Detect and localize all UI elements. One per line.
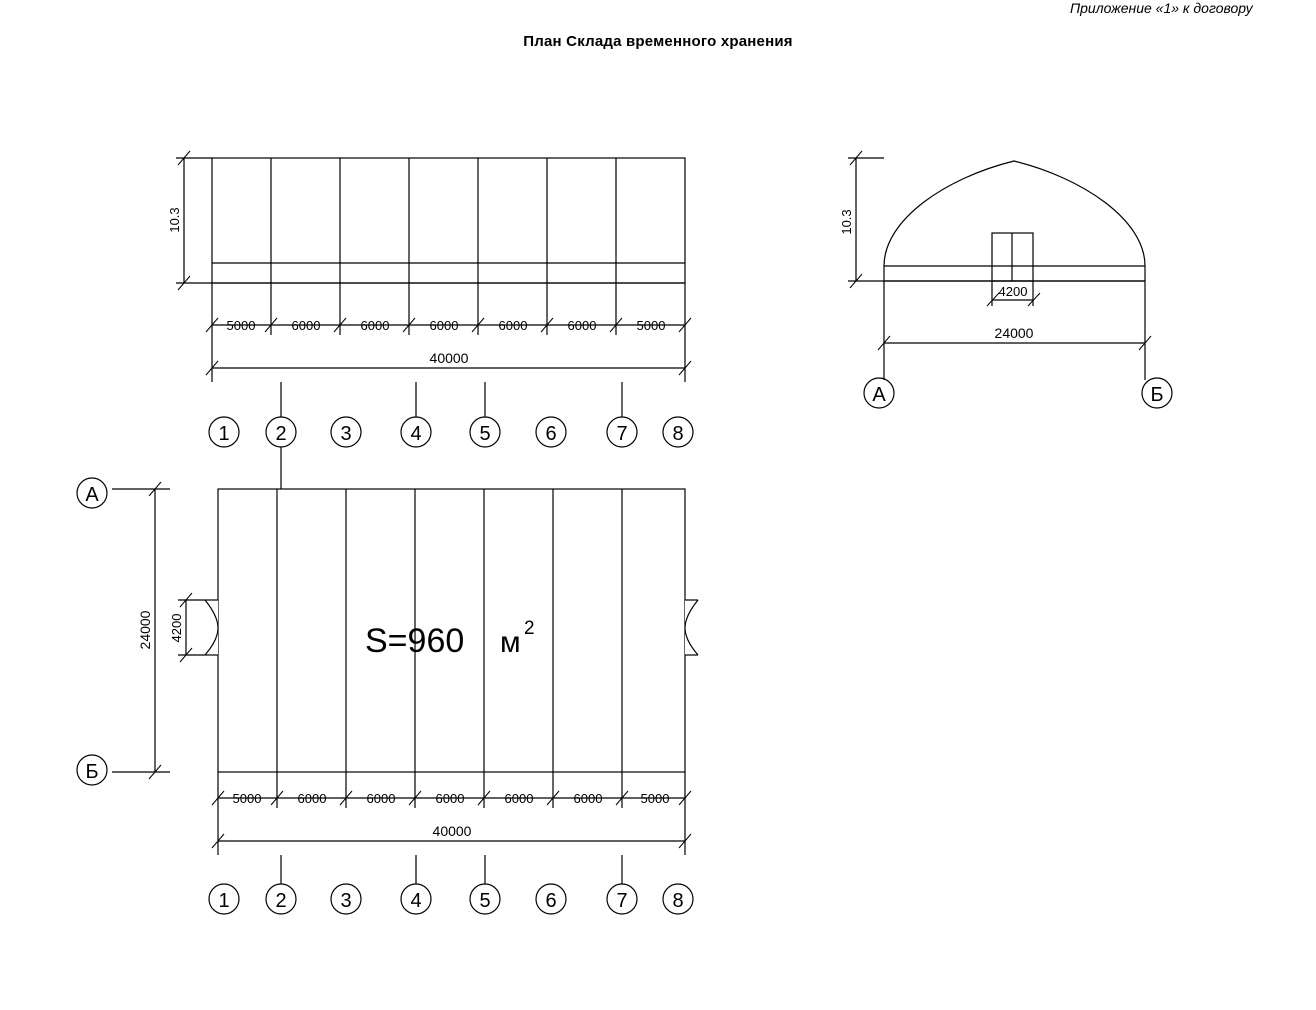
floor-plan-axis-b: Б xyxy=(85,761,99,783)
facade-front-bay-1: 5000 xyxy=(226,318,256,333)
floor-plan-area-label: S=960 xyxy=(365,622,465,660)
facade-side-axis-a: А xyxy=(872,384,886,406)
floor-plan-axis-2: 2 xyxy=(275,890,287,912)
facade-front-axis-6: 6 xyxy=(545,423,557,445)
appendix-note: Приложение «1» к договору xyxy=(1070,0,1253,16)
facade-front-axis-2: 2 xyxy=(275,423,287,445)
facade-front-total-length: 40000 xyxy=(429,350,469,366)
facade-side-door-width: 4200 xyxy=(998,284,1028,299)
facade-side-height-label: 10.3 xyxy=(839,209,854,235)
floor-plan-bay-2: 6000 xyxy=(297,791,327,806)
floor-plan-axis-7: 7 xyxy=(616,890,628,912)
page-title: План Склада временного хранения xyxy=(523,33,793,50)
floor-plan-bay-7: 5000 xyxy=(640,791,670,806)
floor-plan-axis-4: 4 xyxy=(410,890,422,912)
floor-plan-bay-3: 6000 xyxy=(366,791,396,806)
facade-front-axis-5: 5 xyxy=(479,423,491,445)
floor-plan-area-units: м xyxy=(500,626,521,659)
facade-front-axis-7: 7 xyxy=(616,423,628,445)
facade-front-axis-8: 8 xyxy=(672,423,684,445)
floor-plan-bay-1: 5000 xyxy=(232,791,262,806)
facade-front-dimensions xyxy=(206,283,693,489)
floor-plan-axis-6: 6 xyxy=(545,890,557,912)
floor-plan-total-length: 40000 xyxy=(432,823,472,839)
facade-front-bay-7: 5000 xyxy=(636,318,666,333)
facade-side-axis-b: Б xyxy=(1150,384,1164,406)
floor-plan-bay-4: 6000 xyxy=(435,791,465,806)
facade-side-total-width: 24000 xyxy=(994,325,1034,341)
facade-front-axis-3: 3 xyxy=(340,423,352,445)
facade-front-height-label: 10.3 xyxy=(167,207,182,233)
floor-plan-axis-1: 1 xyxy=(218,890,230,912)
floor-plan-bay-6: 6000 xyxy=(573,791,603,806)
facade-side-view xyxy=(848,151,1172,408)
floor-plan-area-exponent: 2 xyxy=(524,618,535,639)
facade-front-axis-4: 4 xyxy=(410,423,422,445)
facade-front-axis-1: 1 xyxy=(218,423,230,445)
floor-plan-axis-a: А xyxy=(85,484,99,506)
floor-plan-view xyxy=(77,478,698,914)
floor-plan-axis-8: 8 xyxy=(672,890,684,912)
floor-plan-axis-5: 5 xyxy=(479,890,491,912)
floor-plan-axis-3: 3 xyxy=(340,890,352,912)
facade-front-bay-2: 6000 xyxy=(291,318,321,333)
facade-front-bay-5: 6000 xyxy=(498,318,528,333)
floor-plan-total-width: 24000 xyxy=(137,610,153,650)
floor-plan-bay-5: 6000 xyxy=(504,791,534,806)
facade-front-bay-4: 6000 xyxy=(429,318,459,333)
facade-front-view xyxy=(176,151,685,290)
facade-front-bay-6: 6000 xyxy=(567,318,597,333)
floor-plan-door-width: 4200 xyxy=(169,613,184,643)
facade-front-bay-3: 6000 xyxy=(360,318,390,333)
